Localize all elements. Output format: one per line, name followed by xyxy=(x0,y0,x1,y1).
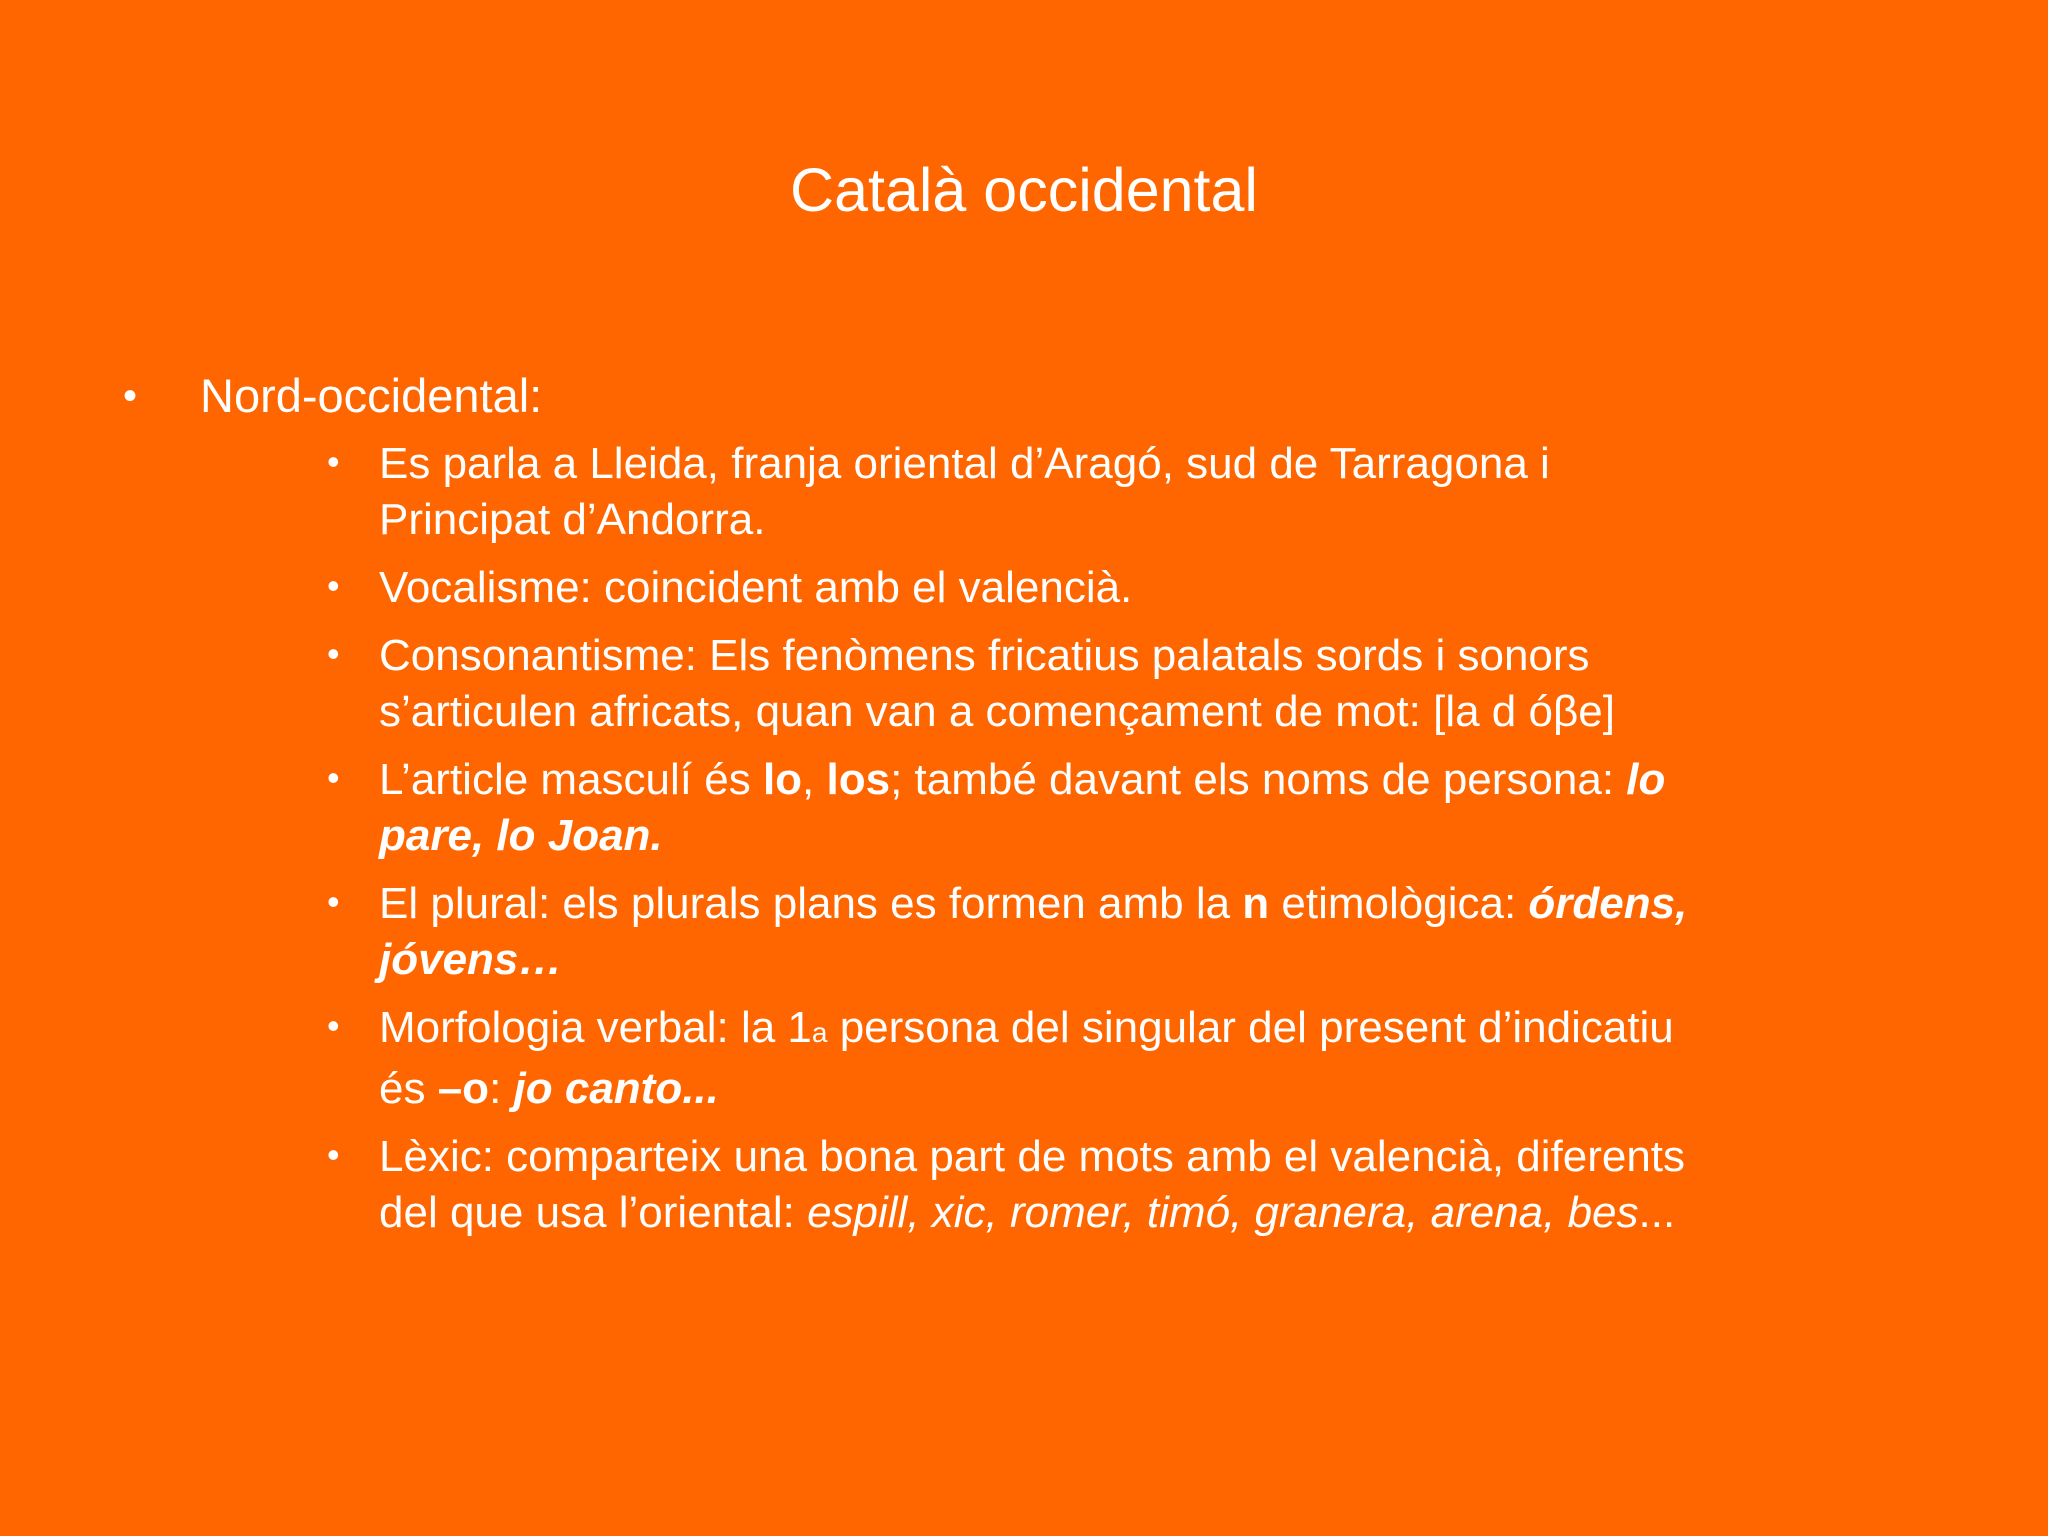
slide-title: Català occidental xyxy=(790,156,1258,224)
text-run: , xyxy=(802,755,827,804)
bold-text: lo xyxy=(762,755,803,804)
item-line xyxy=(379,1185,1939,1241)
bullet-list xyxy=(0,436,2048,1253)
heading-text: Nord-occidental: xyxy=(200,369,543,422)
italic-text: espill, xic, romer, timó, granera, arena, bes xyxy=(807,1188,1639,1237)
bullet-icon: • xyxy=(327,565,340,606)
bullet-icon: • xyxy=(327,757,340,798)
bold-italic-text: jo canto... xyxy=(513,1064,719,1113)
ordinal-suffix: a xyxy=(811,1017,828,1048)
item-line xyxy=(379,752,1939,808)
heading-bullet: • xyxy=(123,374,138,418)
list-item xyxy=(0,752,1939,864)
bold-italic-text: jóvens… xyxy=(379,935,563,984)
text-run: : xyxy=(489,1064,514,1113)
item-line: Vocalisme: coincident amb el valencià. xyxy=(379,563,1133,612)
list-item xyxy=(0,436,1939,548)
bold-text: los xyxy=(826,755,891,804)
item-line: Principat d’Andorra. xyxy=(379,495,766,544)
list-item xyxy=(0,1000,1939,1117)
list-item xyxy=(0,560,1939,616)
text-run: persona del singular del present d’indicatiu xyxy=(827,1003,1674,1052)
bullet-icon: • xyxy=(327,881,340,922)
list-item xyxy=(0,628,1939,740)
bullet-icon: • xyxy=(327,441,340,482)
text-run: ... xyxy=(1638,1188,1676,1237)
list-item xyxy=(0,876,1939,988)
item-line: s’articulen africats, quan van a començament de mot: [la d óβe] xyxy=(379,687,1615,736)
bullet-icon: • xyxy=(327,633,340,674)
list-item xyxy=(0,1129,1939,1241)
text-run: és xyxy=(379,1064,438,1113)
item-line: Consonantisme: Els fenòmens fricatius palatals sords i sonors xyxy=(379,631,1590,680)
item-line: Lèxic: comparteix una bona part de mots amb el valencià, diferents xyxy=(379,1132,1686,1181)
item-line xyxy=(379,876,1939,932)
item-line: Es parla a Lleida, franja oriental d’Aragó, sud de Tarragona i xyxy=(379,439,1550,488)
bold-italic-text: órdens, xyxy=(1528,879,1688,928)
text-run: Morfologia verbal: la 1 xyxy=(379,1003,812,1052)
bullet-icon: • xyxy=(327,1134,340,1175)
text-run: ; també davant els noms de persona: xyxy=(890,755,1627,804)
text-run: L’article masculí és xyxy=(379,755,763,804)
bold-text: n xyxy=(1242,879,1270,928)
item-line xyxy=(379,1000,1939,1061)
text-run: del que usa l’oriental: xyxy=(379,1188,808,1237)
bullet-icon: • xyxy=(327,1005,340,1046)
bold-text: –o xyxy=(437,1064,490,1113)
bold-italic-text: pare, lo Joan. xyxy=(379,811,663,860)
item-line xyxy=(379,1061,1939,1117)
item-line xyxy=(379,808,1939,864)
text-run: El plural: els plurals plans es formen amb la xyxy=(379,879,1243,928)
bold-italic-text: lo xyxy=(1626,755,1666,804)
item-line xyxy=(379,932,1939,988)
text-run: etimològica: xyxy=(1269,879,1529,928)
